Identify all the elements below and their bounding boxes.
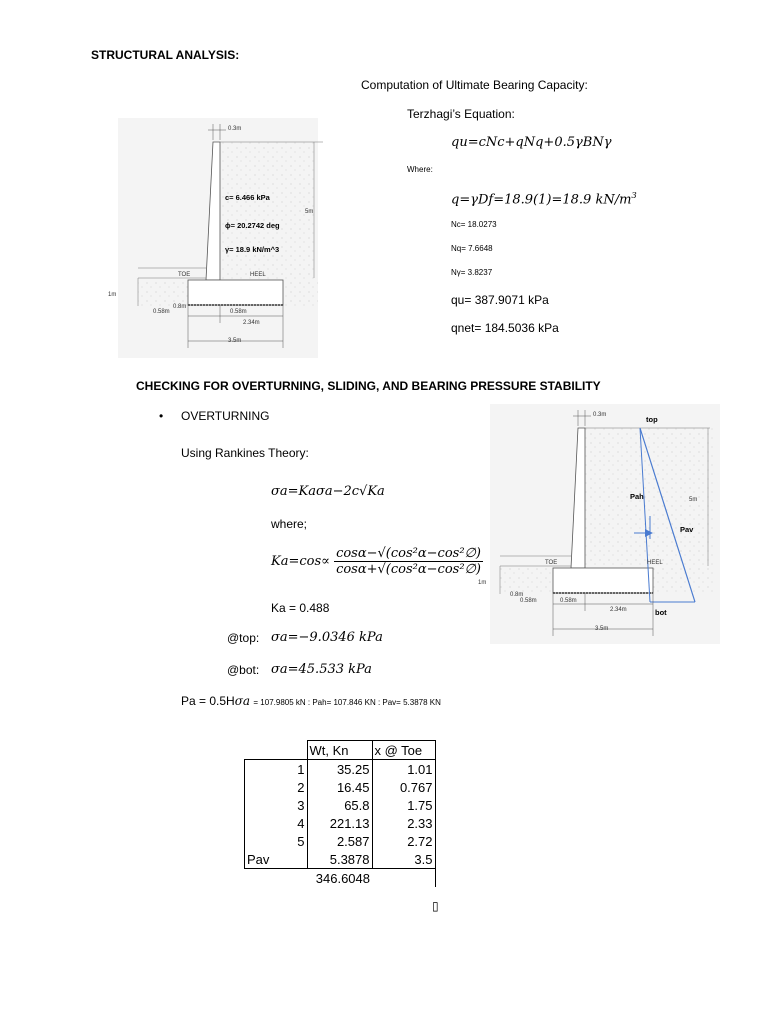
bearing-title: Computation of Ultimate Bearing Capacity:: [361, 78, 588, 92]
row-id: 5: [245, 832, 308, 850]
row-x: 0.767: [372, 778, 435, 796]
terzaghi-label: Terzhagi’s Equation:: [407, 107, 515, 121]
ka-denominator: cosα+√(cos²α−cos²∅): [336, 562, 481, 577]
top-sigma: σa=−9.0346 kPa: [271, 630, 383, 645]
d1-total-w: 3.5m: [228, 338, 242, 344]
where-label-2: where;: [271, 517, 308, 531]
row-x: 2.33: [372, 814, 435, 832]
row-x: 2.72: [372, 832, 435, 850]
d2-base-h: 1m: [478, 580, 487, 586]
d1-heel: HEEL: [250, 272, 266, 278]
d2-toe: TOE: [545, 560, 558, 566]
page-heading: STRUCTURAL ANALYSIS:: [91, 48, 240, 62]
total-x-blank: [372, 869, 435, 888]
pa-line: [181, 694, 441, 708]
table-row: [245, 760, 436, 779]
footer-mark: ▯: [432, 899, 439, 913]
d2-height: 5m: [689, 497, 698, 503]
d2-top-width: 0.3m: [593, 412, 607, 418]
table-row: [245, 850, 436, 869]
row-x: 1.75: [372, 796, 435, 814]
row-wt: 221.13: [307, 814, 372, 832]
row-wt: 2.587: [307, 832, 372, 850]
table-header-row: [245, 741, 436, 760]
d1-toe: TOE: [178, 272, 191, 278]
d1-phi: ϕ= 20.2742 deg: [225, 221, 280, 230]
ka-lhs: Ka=cos∝: [271, 554, 330, 569]
d1-base-h: 1m: [108, 292, 117, 298]
d1-mid-w: 0.58m: [230, 309, 247, 315]
table-total-row: [245, 869, 436, 888]
d2-bot: bot: [655, 608, 667, 617]
d1-gamma: γ= 18.9 kN/m^3: [225, 245, 280, 254]
ka-value: Ka = 0.488: [271, 601, 330, 615]
row-wt: 35.25: [307, 760, 372, 779]
d2-pav: Pav: [680, 525, 694, 534]
d2-base-t: 0.8m: [510, 592, 524, 598]
q-equation-text: q=γDf=18.9(1)=18.9 kN/m: [451, 192, 632, 208]
stability-title: CHECKING FOR OVERTURNING, SLIDING, AND BEARING PRESSURE STABILITY: [136, 379, 601, 393]
table-header-x: x @ Toe: [372, 741, 435, 760]
pa-results: = 107.9805 kN : Pah= 107.846 KN : Pav= 5.3878 KN: [253, 698, 441, 707]
row-x: 3.5: [372, 850, 435, 869]
ka-fraction: [334, 546, 483, 577]
row-id: 2: [245, 778, 308, 796]
retaining-wall-diagram-2: [478, 404, 720, 644]
weights-table: [244, 740, 436, 887]
pa-sigma: σa: [234, 694, 251, 708]
d1-top-width: 0.3m: [228, 126, 242, 132]
qnet-value: qnet= 184.5036 kPa: [451, 321, 559, 335]
where-label: Where:: [407, 165, 433, 174]
d1-heel-w: 2.34m: [243, 320, 260, 326]
row-id: 1: [245, 760, 308, 779]
row-id: Pav: [245, 850, 308, 869]
d1-height: 5m: [305, 209, 314, 215]
bullet-dot: •: [159, 409, 164, 423]
top-label: @top:: [227, 631, 260, 645]
ngamma-value: Nγ= 3.8237: [451, 268, 493, 277]
total-blank: [245, 869, 308, 888]
d1-toe-w: 0.58m: [153, 309, 170, 315]
bearing-equation: qu=cNc+qNq+0.5γBNγ: [451, 135, 612, 150]
d1-c: c= 6.466 kPa: [225, 193, 270, 202]
d1-base-t: 0.8m: [173, 304, 187, 310]
row-id: 3: [245, 796, 308, 814]
ka-equation: [271, 546, 483, 577]
row-x: 1.01: [372, 760, 435, 779]
bot-sigma: σa=45.533 kPa: [271, 662, 372, 677]
d2-heel-w: 2.34m: [610, 607, 627, 613]
table-header-wt: Wt, Kn: [307, 741, 372, 760]
nc-value: Nc= 18.0273: [451, 220, 497, 229]
row-id: 4: [245, 814, 308, 832]
table-row: [245, 814, 436, 832]
table-row: [245, 796, 436, 814]
q-equation: [451, 190, 637, 207]
d2-heel: HEEL: [647, 560, 663, 566]
overturning-label: OVERTURNING: [181, 409, 270, 423]
pa-lead: Pa = 0.5H: [181, 694, 235, 708]
d2-total-w: 3.5m: [595, 626, 609, 632]
sigma-equation: σa=Kaσa−2c√Ka: [271, 484, 385, 499]
row-wt: 65.8: [307, 796, 372, 814]
retaining-wall-diagram-1: [108, 118, 318, 358]
table-total: 346.6048: [315, 870, 370, 886]
table-header-blank: [245, 741, 308, 760]
row-wt: 16.45: [307, 778, 372, 796]
bot-label: @bot:: [227, 663, 260, 677]
d2-mid-w: 0.58m: [560, 598, 577, 604]
d2-top: top: [646, 415, 658, 424]
table-row: [245, 832, 436, 850]
q-unit-exponent: 3: [631, 190, 637, 200]
d2-pah: Pah: [630, 492, 644, 501]
rankine-label: Using Rankines Theory:: [181, 446, 309, 460]
ka-numerator: cosα−√(cos²α−cos²∅): [336, 546, 481, 561]
d2-toe-w: 0.58m: [520, 598, 537, 604]
nq-value: Nq= 7.6648: [451, 244, 493, 253]
row-wt: 5.3878: [307, 850, 372, 869]
qu-value: qu= 387.9071 kPa: [451, 293, 549, 307]
table-row: [245, 778, 436, 796]
